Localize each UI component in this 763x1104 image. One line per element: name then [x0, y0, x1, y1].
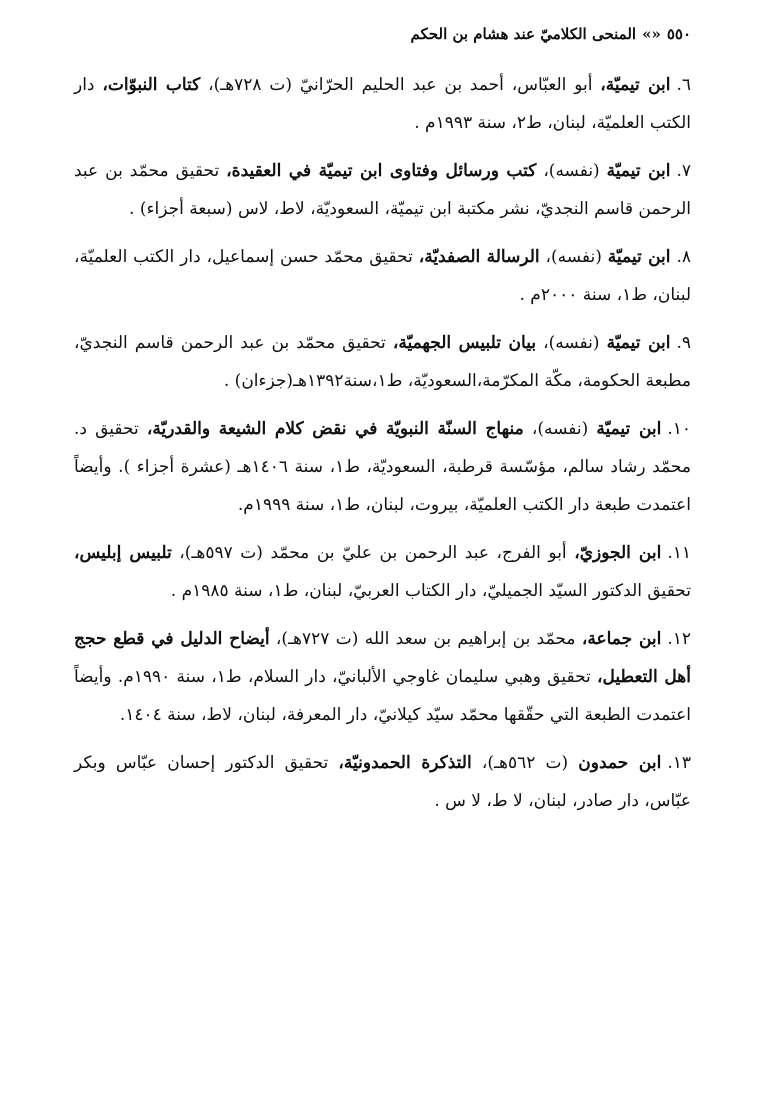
entry-author: ابن تيميّة: [607, 247, 671, 267]
entry-book-title: بيان تلبيس الجهميّة،: [392, 333, 537, 353]
bibliography-entry-8: [74, 238, 691, 314]
bibliography-entry-10: [74, 410, 691, 524]
entry-number: ١٢.: [667, 629, 692, 649]
entry-author: ابن الجوزيّ،: [574, 543, 662, 563]
entry-book-title: التذكرة الحمدونيّة،: [338, 753, 472, 773]
entry-author: ابن جماعة،: [581, 629, 662, 649]
bibliography-entry-6: [74, 66, 691, 142]
bibliography-entry-12: [74, 620, 691, 734]
entry-book-title: تلبيس إبليس،: [74, 543, 172, 563]
entry-book-title: كتاب النبوّات،: [102, 75, 201, 95]
entry-publication: تحقيق الدكتور السيّد الجميليّ، دار الكتاب العربيّ، لبنان، ط١، سنة ١٩٨٥م .: [170, 581, 691, 601]
entry-number: ٦.: [676, 75, 692, 95]
running-header: [74, 20, 691, 48]
entry-details: (نفسه)،: [523, 419, 597, 439]
entry-details: أبو الفرج، عبد الرحمن بن عليّ بن محمّد (ت ٥٩٧هـ)،: [171, 543, 575, 563]
entry-number: ٩.: [676, 333, 692, 353]
entry-details: (نفسه)،: [539, 247, 608, 267]
bibliography-entry-11: [74, 534, 691, 610]
header-title: المنحى الكلاميّ عند هشام بن الحكم: [410, 25, 637, 43]
entry-author: ابن تيميّة: [606, 161, 671, 181]
entry-author: ابن تيميّة: [596, 419, 662, 439]
entry-book-title: منهاج السنّة النبويّة في نقض كلام الشيعة والقدريّة،: [146, 419, 524, 439]
entry-number: ١٣.: [667, 753, 691, 773]
bibliography-list: [74, 66, 691, 820]
bibliography-entry-7: [74, 152, 691, 228]
entry-details: (ت ٥٦٢هـ)،: [471, 753, 579, 773]
entry-number: ١١.: [667, 543, 691, 563]
bibliography-entry-13: [74, 744, 691, 820]
entry-publication: تحقيق الدكتور إحسان عبّاس وبكر عبّاس، دار صادر، لبنان، لا ط، لا س .: [74, 753, 691, 811]
bibliography-entry-9: [74, 324, 691, 400]
entry-author: ابن حمدون: [578, 753, 662, 773]
entry-publication: تحقيق محمّد بن عبد الرحمن قاسم النجديّ، مطبعة الحكومة، مكّة المكرّمة،السعوديّة، ط١،سنة١٣٩٢هـ(جزءان) .: [74, 333, 691, 391]
entry-book-title: الرسالة الصفديّة،: [418, 247, 540, 267]
entry-details: (نفسه)،: [536, 161, 607, 181]
entry-number: ٧.: [676, 161, 692, 181]
entry-author: ابن تيميّة،: [600, 75, 671, 95]
entry-details: أبو العبّاس، أحمد بن عبد الحليم الحرّانيّ (ت ٧٢٨هـ)،: [200, 75, 601, 95]
entry-book-title: كتب ورسائل وفتاوى ابن تيميّة في العقيدة،: [226, 161, 537, 181]
entry-author: ابن تيميّة: [606, 333, 671, 353]
entry-publication: دار الكتب العلميّة، لبنان، ط٢، سنة ١٩٩٣م .: [74, 75, 691, 133]
entry-details: محمّد بن إبراهيم بن سعد الله (ت ٧٢٧هـ)،: [269, 629, 582, 649]
entry-number: ١٠.: [667, 419, 692, 439]
header-separator: «»: [642, 25, 661, 43]
entry-publication: تحقيق محمّد حسن إسماعيل، دار الكتب العلميّة، لبنان، ط١، سنة ٢٠٠٠م .: [74, 247, 691, 305]
page-number: ٥٥٠: [666, 25, 691, 43]
entry-publication: تحقيق محمّد بن عبد الرحمن قاسم النجديّ، نشر مكتبة ابن تيميّة، السعوديّة، لاط، لاس (سبعة أجزاء) .: [74, 161, 691, 219]
entry-details: (نفسه)،: [536, 333, 607, 353]
entry-book-title: أيضاح الدليل في قطع حجج أهل التعطيل،: [74, 629, 691, 687]
entry-publication: تحقيق د. محمّد رشاد سالم، مؤسّسة قرطبة، السعوديّة، ط١، سنة ١٤٠٦هـ (عشرة أجزاء ). وأيضاً اعتمدت طبعة دار الكتب العلميّة، بيروت، لبنان، ط١، سنة ١٩٩٩م.: [74, 419, 691, 515]
entry-publication: تحقيق وهبي سليمان غاوجي الألبانيّ، دار السلام، ط١، سنة ١٩٩٠م. وأيضاً اعتمدت الطبعة التي حقّقها محمّد سيّد كيلانيّ، دار المعرفة، لبنان، لاط، سنة ١٤٠٤.: [74, 667, 691, 725]
entry-number: ٨.: [676, 247, 692, 267]
